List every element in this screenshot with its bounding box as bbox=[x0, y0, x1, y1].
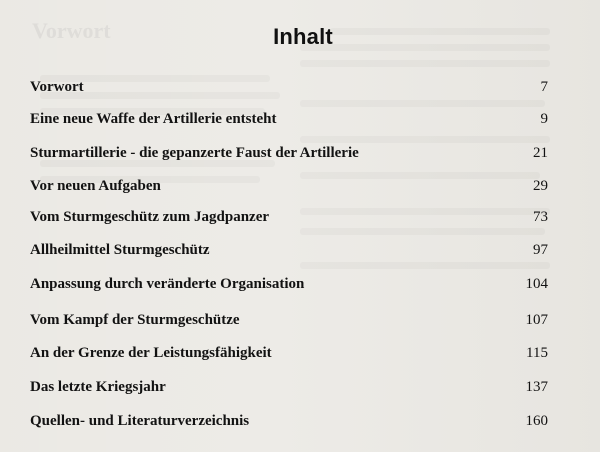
toc-entry-grenze bbox=[0, 341, 600, 365]
toc-entry-page: 73 bbox=[533, 209, 548, 225]
toc-entry-label: Anpassung durch veränderte Organisation bbox=[30, 276, 305, 292]
toc-entry-allheilmittel bbox=[0, 238, 600, 262]
toc-entry-page: 137 bbox=[525, 379, 548, 395]
toc-entry-sturmartillerie bbox=[0, 141, 600, 165]
toc-entry-page: 104 bbox=[525, 276, 548, 292]
toc-entry-label: Vorwort bbox=[30, 79, 84, 95]
toc-entry-label: Sturmartillerie - die gepanzerte Faust der Artillerie bbox=[30, 145, 359, 161]
toc-entry-label: Vor neuen Aufgaben bbox=[30, 178, 161, 194]
toc-entry-label: Quellen- und Literaturverzeichnis bbox=[30, 413, 250, 429]
toc-entry-label: Vom Sturmgeschütz zum Jagdpanzer bbox=[30, 209, 270, 225]
toc-entry-page: 29 bbox=[533, 178, 548, 194]
toc-entry-vorwort bbox=[0, 75, 600, 99]
toc-entry-page: 160 bbox=[525, 413, 548, 429]
toc-entry-page: 21 bbox=[533, 145, 548, 161]
toc-entry-quellen bbox=[0, 409, 600, 433]
toc-entry-page: 107 bbox=[525, 312, 548, 328]
toc-entry-neue-aufgaben bbox=[0, 174, 600, 198]
toc-entry-kampf bbox=[0, 308, 600, 332]
toc-entry-label: Allheilmittel Sturmgeschütz bbox=[30, 242, 210, 258]
toc-entry-jagdpanzer bbox=[0, 205, 600, 229]
toc-entry-label: Vom Kampf der Sturmgeschütze bbox=[30, 312, 240, 328]
toc-entry-page: 115 bbox=[526, 345, 548, 361]
toc-entry-kriegsjahr bbox=[0, 375, 600, 399]
page-title: Inhalt bbox=[273, 24, 333, 49]
toc-entry-page: 7 bbox=[540, 79, 548, 95]
toc-entry-label: Das letzte Kriegsjahr bbox=[30, 379, 166, 395]
toc-entry-page: 97 bbox=[533, 242, 548, 258]
toc-entry-anpassung bbox=[0, 272, 600, 296]
toc-entry-neue-waffe bbox=[0, 107, 600, 131]
toc-entry-label: An der Grenze der Leistungsfähigkeit bbox=[30, 345, 272, 361]
toc-entry-label: Eine neue Waffe der Artillerie entsteht bbox=[30, 111, 277, 127]
toc-entry-page: 9 bbox=[540, 111, 548, 127]
